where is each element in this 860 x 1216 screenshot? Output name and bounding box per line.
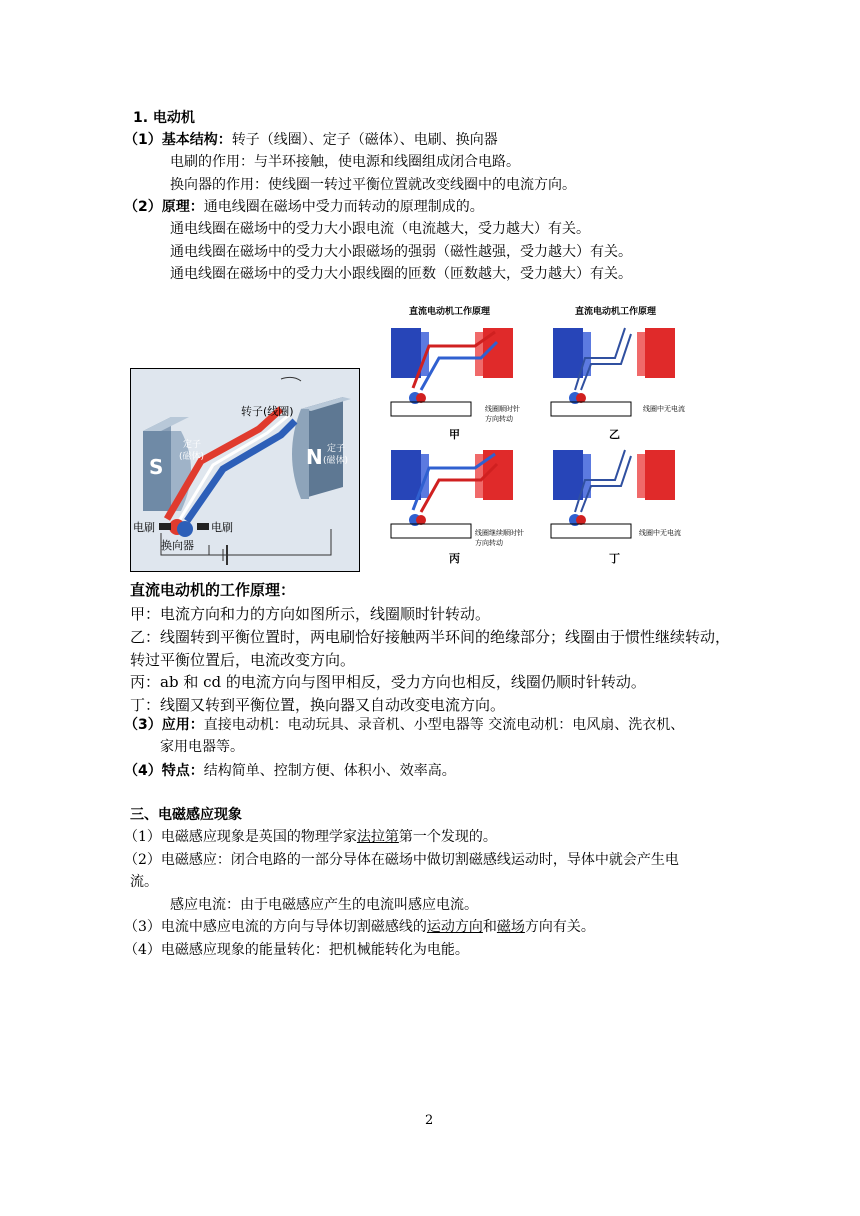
s-pole-label: S [149,455,164,479]
stator-left-label-1: 定子 [183,440,202,450]
panel-ding [545,444,685,566]
panel-ding-note: 线圈中无电流 [639,529,681,537]
field-underlined: 磁场 [496,919,525,935]
structure-text: 转子（线圈）、定子（磁体）、电刷、换向器 [231,132,498,148]
rotor-label: 转子(线圈) [241,405,294,418]
working-bing: 丙：ab 和 cd 的电流方向与图甲相反，受力方向也相反，线圈仍顺时针转动。 [130,673,646,691]
features-text: 结构简单、控制方便、体积小、效率高。 [203,763,456,779]
brush-left-label: 电刷 [133,521,155,534]
panel-yi-note: 线圈中无电流 [643,405,685,413]
features-label: （4）特点： [124,763,204,779]
induction-item-3 [124,918,595,936]
stator-right-label-2: (磁体) [323,456,349,466]
panel-yi-title: 直流电动机工作原理 [575,307,657,317]
force-factor-current: 通电线圈在磁场中的受力大小跟电流（电流越大，受力越大）有关。 [170,221,590,237]
application-line [124,716,684,734]
panel-yi-diagram [545,318,685,438]
application-text: 直接电动机：电动玩具、录音机、小型电器等 交流电动机：电风扇、洗衣机、 [203,717,685,733]
commutator-label: 换向器 [161,539,194,552]
working-yi-1: 乙：线圈转到平衡位置时，两电刷恰好接触两半环间的绝缘部分；线圈由于惯性继续转动， [130,628,731,646]
induced-current-def: 感应电流：由于电磁感应产生的电流叫感应电流。 [170,897,478,913]
working-title: 直流电动机的工作原理： [130,581,296,599]
principle-label: （2）原理： [124,199,204,215]
stator-right-label-1: 定子 [327,444,346,454]
n-pole-label: N [306,445,323,469]
structure-label: （1）基本结构： [124,132,232,148]
induction-item-1-pre: （1）电磁感应现象是英国的物理学家 [124,829,357,845]
brush-function: 电刷的作用：与半环接触，使电源和线圈组成闭合电路。 [170,154,520,170]
motor-structure-figure [130,368,360,572]
working-yi-2: 转过平衡位置后，电流改变方向。 [130,651,356,669]
induction-item-1 [124,828,497,846]
panel-bing-label: 丙 [449,552,460,565]
commutator-blue [177,521,193,537]
working-jia: 甲：电流方向和力的方向如图所示，线圈顺时针转动。 [130,605,491,623]
working-principle-figure [385,300,685,566]
brush-left [159,523,171,530]
panel-jia [385,300,525,440]
induction-item-3-mid: 和 [482,919,497,935]
commutator-function: 换向器的作用：使线圈一转过平衡位置就改变线圈中的电流方向。 [170,177,576,193]
motion-direction-underlined: 运动方向 [426,919,483,935]
section-heading-induction: 三、电磁感应现象 [130,807,242,823]
induction-item-1-post: 第一个发现的。 [398,829,497,845]
panel-yi-label: 乙 [609,428,620,441]
induction-item-3-post: 方向有关。 [524,919,595,935]
principle-text: 通电线圈在磁场中受力而转动的原理制成的。 [203,199,484,215]
application-label: （3）应用： [124,717,204,733]
working-ding: 丁：线圈又转到平衡位置，换向器又自动改变电流方向。 [130,696,506,714]
panel-bing-note: 线圈继续顺时针方向转动 [475,529,524,547]
panel-yi [545,300,685,440]
structure-line [124,131,498,149]
principle-line [124,198,484,216]
induction-item-2a: （2）电磁感应：闭合电路的一部分导体在磁场中做切割磁感线运动时，导体中就会产生电 [124,852,679,868]
induction-item-3-pre: （3）电流中感应电流的方向与导体切割磁感线的 [124,919,427,935]
stator-left-label-2: (磁体) [179,452,205,462]
panel-ding-label: 丁 [609,552,620,565]
force-factor-turns: 通电线圈在磁场中的受力大小跟线圈的匝数（匝数越大，受力越大）有关。 [170,266,632,282]
induction-item-4: （4）电磁感应现象的能量转化：把机械能转化为电能。 [124,942,469,958]
section-heading-motor: 1. 电动机 [133,110,195,126]
panel-jia-label: 甲 [449,428,460,441]
panel-jia-title: 直流电动机工作原理 [409,307,491,317]
application-text-2: 家用电器等。 [160,739,244,755]
features-line [124,762,456,780]
induction-item-2b: 流。 [130,874,158,890]
page-number: 2 [425,1113,434,1128]
brush-right-label: 电刷 [211,521,233,534]
force-factor-field: 通电线圈在磁场中的受力大小跟磁场的强弱（磁性越强，受力越大）有关。 [170,244,632,260]
panel-bing [385,444,525,566]
faraday-underlined: 法拉第 [356,829,399,845]
brush-right [197,523,209,530]
panel-jia-note: 线圈顺时针方向转动 [485,405,520,423]
